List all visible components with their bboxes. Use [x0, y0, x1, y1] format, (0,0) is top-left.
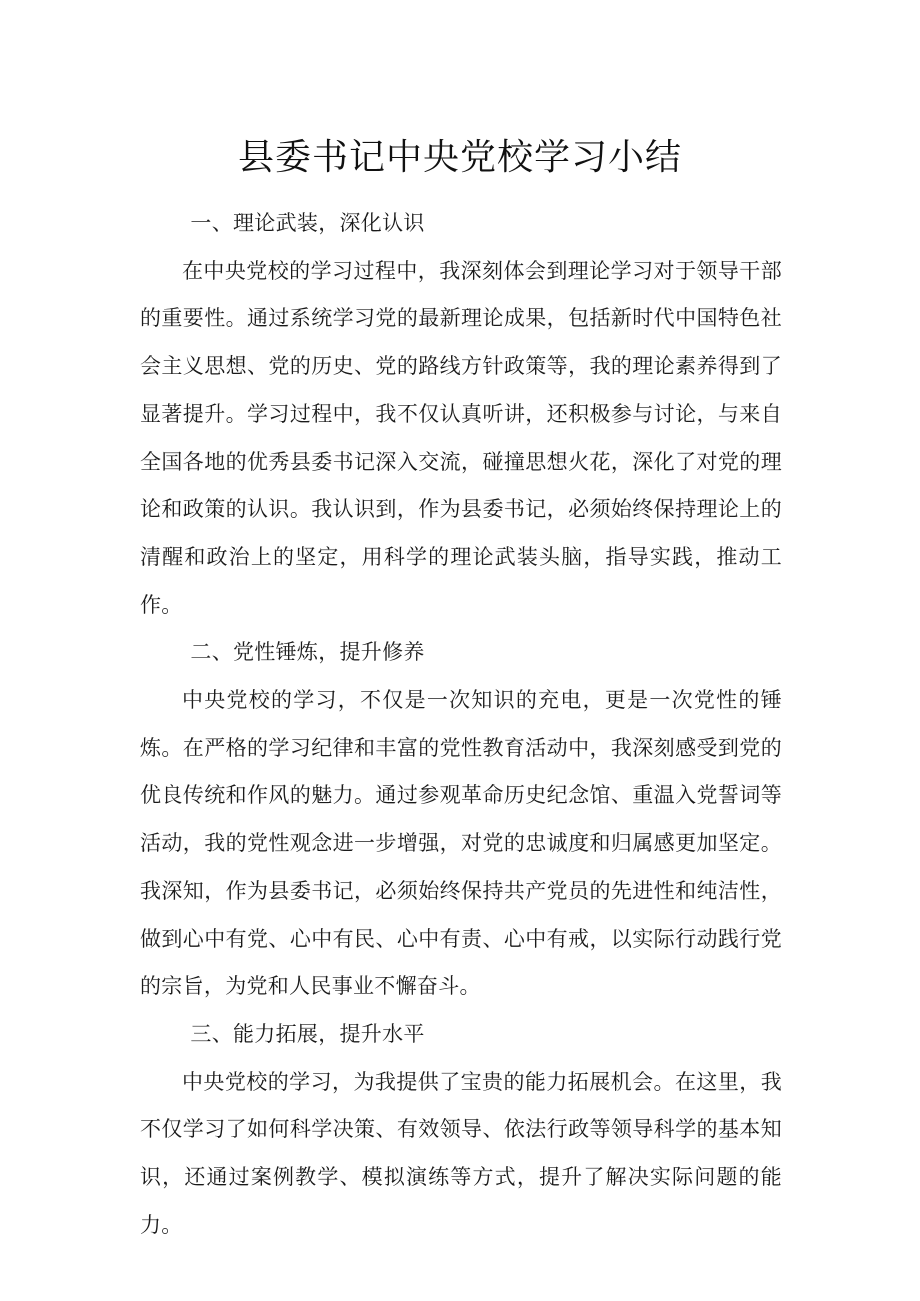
document-body: [140, 200, 782, 1249]
section-paragraph-1: 在中央党校的学习过程中，我深刻体会到理论学习对于领导干部的重要性。通过系统学习党的最新理论成果，包括新时代中国特色社会主义思想、党的历史、党的路线方针政策等，我的理论素养得到了显著提升。学习过程中，我不仅认真听讲，还积极参与讨论，与来自全国各地的优秀县委书记深入交流，碰撞思想火花，深化了对党的理论和政策的认识。我认识到，作为县委书记，必须始终保持理论上的清醒和政治上的坚定，用科学的理论武装头脑，指导实践，推动工作。: [140, 258, 782, 617]
document-title: 县委书记中央党校学习小结: [237, 137, 682, 178]
section-heading-2: 二、党性锤炼，提升修养: [190, 640, 425, 665]
section-paragraph-3: 中央党校的学习，为我提供了宝贵的能力拓展机会。在这里，我不仅学习了如何科学决策、有效领导、依法行政等领导科学的基本知识，还通过案例教学、模拟演练等方式，提升了解决实际问题的能力。: [140, 1069, 782, 1237]
section-heading-1: 一、理论武装，深化认识: [190, 211, 425, 235]
section-heading-3: 三、能力拓展，提升水平: [190, 1021, 425, 1046]
section-paragraph-2: 中央党校的学习，不仅是一次知识的充电，更是一次党性的锤炼。在严格的学习纪律和丰富的党性教育活动中，我深刻感受到党的优良传统和作风的魅力。通过参观革命历史纪念馆、重温入党誓词等活动，我的党性观念进一步增强，对党的忠诚度和归属感更加坚定。我深知，作为县委书记，必须始终保持共产党员的先进性和纯洁性，做到心中有党、心中有民、心中有责、心中有戒，以实际行动践行党的宗旨，为党和人民事业不懈奋斗。: [140, 688, 782, 999]
